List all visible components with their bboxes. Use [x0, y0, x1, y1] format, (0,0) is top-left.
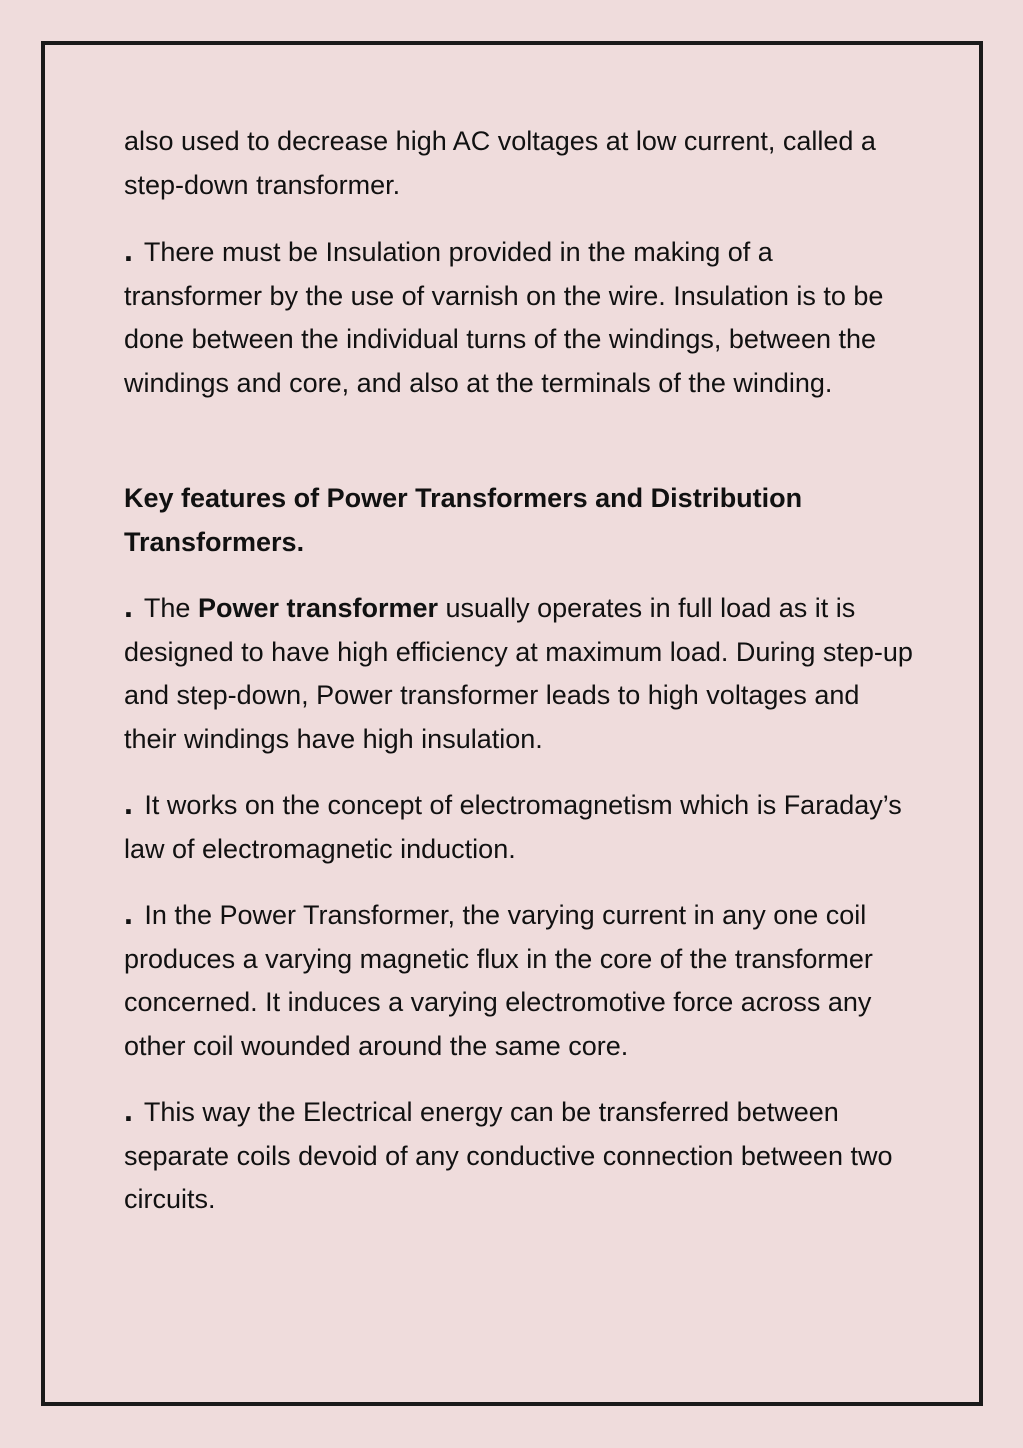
document-body [124, 120, 914, 1245]
bullet-marker: . [124, 895, 133, 931]
section-heading: Key features of Power Transformers and Distribution Transformers. [124, 483, 803, 557]
power-transformer-term: Power transformer [197, 593, 439, 623]
insulation-text: There must be Insulation provided in the making of a transformer by the use of varnish on the wire. Insulation is to be done between the individual turns of the windings, between the windings and core, and also at the terminals of the winding. [124, 237, 884, 398]
insulation-bullet [124, 231, 914, 405]
power-bullet-prefix: The [143, 593, 198, 623]
faraday-bullet [124, 784, 914, 871]
power-bullet-text: usually operates in full load as it is designed to have high efficiency at maximum load. During step-up and step-down, Power transformer leads to high voltages and their windings have high insulation. [124, 593, 913, 754]
intro-paragraph: also used to decrease high AC voltages at low current, called a step-down transformer. [124, 126, 876, 200]
bullet-marker: . [124, 785, 133, 821]
energy-transfer-bullet [124, 1091, 914, 1222]
flux-text: In the Power Transformer, the varying current in any one coil produces a varying magnetic flux in the core of the transformer concerned. It induces a varying electromotive force across any other coil wounded around the same core. [124, 900, 873, 1061]
energy-text: This way the Electrical energy can be transferred between separate coils devoid of any conductive connection between two circuits. [124, 1097, 893, 1214]
bullet-marker: . [124, 588, 133, 624]
flux-bullet [124, 894, 914, 1068]
bullet-marker: . [124, 232, 133, 268]
faraday-text: It works on the concept of electromagnetism which is Faraday’s law of electromagnetic induction. [124, 790, 902, 864]
bullet-marker: . [124, 1092, 133, 1128]
power-transformer-bullet [124, 587, 914, 761]
